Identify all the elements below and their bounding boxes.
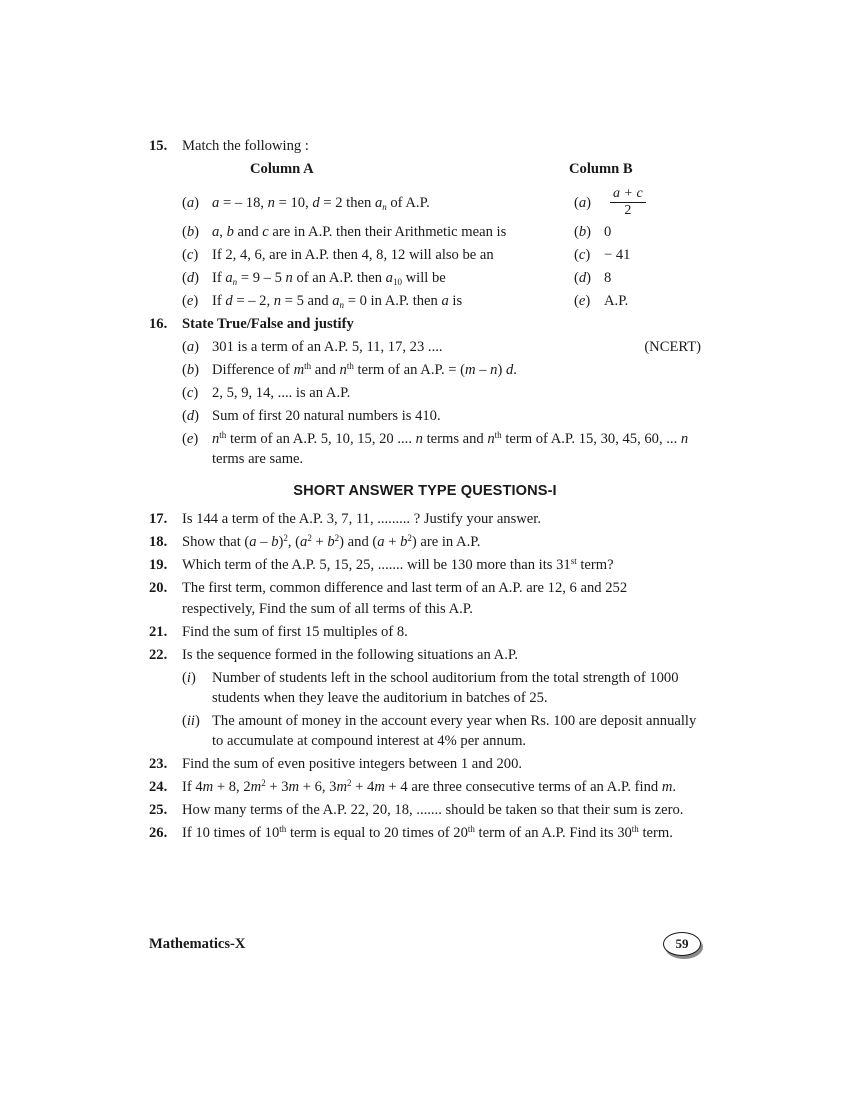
item-text: Number of students left in the school auditorium from the total strength of 1000 students when they leave the auditorium in batches of 25. — [212, 670, 679, 706]
item-label: (c) — [574, 247, 591, 263]
question-text: Which term of the A.P. 5, 15, 25, ....... will be 130 more than its 31st term? — [182, 556, 614, 573]
item-label: (i) — [182, 670, 196, 686]
item-text: a, b and c are in A.P. then their Arithmetic mean is — [212, 224, 507, 240]
question-23 — [149, 754, 701, 775]
question-number: 17. — [149, 511, 168, 527]
sub-item — [182, 429, 701, 469]
page-footer — [149, 932, 701, 964]
question-number: 19. — [149, 557, 168, 573]
column-b-header: Column B — [569, 161, 633, 177]
item-label: (a) — [182, 339, 200, 355]
question-number: 20. — [149, 580, 168, 596]
question-text: Show that (a – b)$^2$, $(a^2 + b^2)$ and $(a + b^2)$ are in A.P. — [182, 533, 481, 550]
question-19 — [149, 555, 701, 576]
question-number: 22. — [149, 647, 168, 663]
item-label: (b) — [182, 224, 200, 240]
question-text: Is 144 a term of the A.P. 3, 7, 11, ......... ? Justify your answer. — [182, 511, 541, 527]
item-text: a = – 18, n = 10, d = 2 then $a_n$ of A.P. — [212, 194, 430, 212]
fraction-denominator: 2 — [624, 203, 632, 218]
item-answer: A.P. — [604, 293, 629, 309]
question-text: Match the following : — [182, 138, 309, 154]
item-text: Sum of first 20 natural numbers is 410. — [212, 408, 441, 424]
item-text: $n^{th}$ term of an A.P. 5, 10, 15, 20 .... n terms and $n^{th}$ term of A.P. 15, 30, 45, 60, ... n terms are same. — [212, 430, 689, 467]
question-text: The first term, common difference and last term of an A.P. are 12, 6 and 252 respectively, Find the sum of all terms of this A.P. — [182, 580, 628, 617]
item-label: (d) — [574, 270, 592, 286]
question-text: State True/False and justify — [182, 316, 354, 332]
item-text: 301 is a term of an A.P. 5, 11, 17, 23 .... (NCERT) — [212, 339, 701, 355]
item-label: (d) — [182, 270, 200, 286]
sub-item — [182, 360, 701, 380]
item-label: (b) — [182, 362, 200, 378]
question-21 — [149, 622, 701, 643]
question-number: 25. — [149, 802, 168, 818]
match-row — [182, 222, 701, 242]
question-24 — [149, 777, 701, 798]
item-label: (d) — [182, 408, 200, 424]
question-text: If 4m + 8, $2m^2 + 3m + 6$, $3m^2 + 4m + 4$ are three consecutive terms of an A.P. find m. — [182, 778, 677, 795]
item-answer: − 41 — [604, 247, 631, 263]
question-15 — [149, 136, 701, 157]
item-text: The amount of money in the account every year when Rs. 100 are deposit annually to accumulate at compound interest at 4% per annum. — [212, 713, 697, 749]
question-text: If 10 times of 10th term is equal to 20 times of 20th term of an A.P. Find its 30th term. — [182, 824, 673, 841]
question-22 — [149, 645, 701, 666]
fraction — [610, 186, 646, 219]
page-number-badge: 59 — [663, 932, 701, 956]
sub-item — [182, 668, 701, 708]
question-number: 26. — [149, 825, 168, 841]
item-answer: 0 — [604, 224, 612, 240]
page-content — [149, 136, 701, 846]
question-16 — [149, 314, 701, 335]
question-number: 18. — [149, 534, 168, 550]
question-number: 23. — [149, 756, 168, 772]
item-label: (e) — [182, 431, 199, 447]
match-row — [182, 245, 701, 265]
item-text: If $a_n = 9 - 5$ n of an A.P. then $a_{10}$ will be — [212, 270, 446, 287]
source-note: (NCERT) — [644, 339, 701, 355]
item-label: (c) — [182, 247, 199, 263]
item-answer: 8 — [604, 270, 612, 286]
item-label: (b) — [574, 224, 592, 240]
sub-item — [182, 406, 701, 426]
sub-item — [182, 337, 701, 357]
item-text: If d = – 2, n = 5 and $a_n = 0$ in A.P. then a is — [212, 293, 463, 310]
question-20 — [149, 578, 701, 620]
question-number: 24. — [149, 779, 168, 795]
sub-item — [182, 711, 701, 751]
fraction-numerator: a + c — [610, 186, 646, 203]
match-column-headers — [149, 159, 701, 180]
item-label: (c) — [182, 385, 199, 401]
question-number: 15. — [149, 138, 168, 154]
question-17 — [149, 509, 701, 530]
match-row — [182, 268, 701, 288]
question-text: Find the sum of even positive integers between 1 and 200. — [182, 756, 523, 772]
item-text: Difference of $m^{th}$ and $n^{th}$ term of an A.P. = (m – n) d. — [212, 361, 517, 378]
item-label: (e) — [182, 293, 199, 309]
question-26 — [149, 823, 701, 844]
question-text: Find the sum of first 15 multiples of 8. — [182, 624, 408, 640]
question-18 — [149, 532, 701, 553]
question-text: Is the sequence formed in the following situations an A.P. — [182, 647, 519, 663]
item-text: If 2, 4, 6, are in A.P. then 4, 8, 12 will also be an — [212, 247, 494, 263]
item-label: (a) — [182, 194, 200, 211]
item-label: (ii) — [182, 713, 200, 729]
book-title: Mathematics-X — [149, 936, 246, 952]
item-text: 2, 5, 9, 14, .... is an A.P. — [212, 385, 351, 401]
sub-item — [182, 383, 701, 403]
match-row — [182, 291, 701, 311]
match-row — [182, 186, 701, 219]
section-title: SHORT ANSWER TYPE QUESTIONS-I — [293, 483, 557, 499]
question-number: 16. — [149, 316, 168, 332]
item-label: (e) — [574, 293, 591, 309]
question-number: 21. — [149, 624, 168, 640]
question-text: How many terms of the A.P. 22, 20, 18, ....... should be taken so that their sum is zero. — [182, 802, 684, 818]
column-a-header: Column A — [250, 161, 314, 177]
item-label: (a) — [574, 194, 592, 211]
question-25 — [149, 800, 701, 821]
